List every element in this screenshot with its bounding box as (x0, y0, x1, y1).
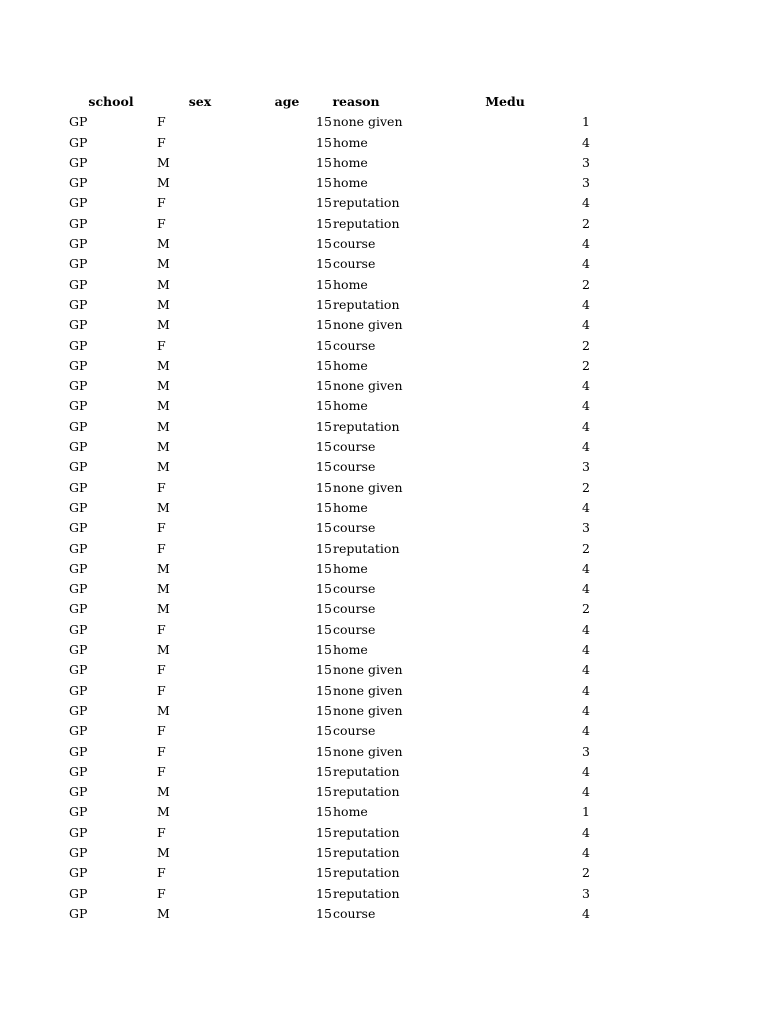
cell-reason: reputation (333, 195, 400, 211)
cell-sex: M (157, 398, 170, 414)
cell-sex: M (157, 581, 170, 597)
table-row (0, 336, 768, 356)
cell-sex: M (157, 378, 170, 394)
cell-sex: F (157, 682, 166, 698)
cell-reason: home (333, 804, 368, 820)
cell-age: 15 (316, 621, 332, 637)
cell-school: GP (69, 195, 88, 211)
cell-age: 15 (316, 844, 332, 860)
cell-medu: 2 (582, 337, 590, 353)
cell-reason: none given (333, 114, 403, 130)
cell-school: GP (69, 357, 88, 373)
cell-reason: course (333, 459, 376, 475)
cell-medu: 4 (582, 702, 590, 718)
cell-school: GP (69, 378, 88, 394)
cell-school: GP (69, 540, 88, 556)
data-table (0, 92, 768, 924)
cell-age: 15 (316, 256, 332, 272)
cell-school: GP (69, 520, 88, 536)
cell-school: GP (69, 479, 88, 495)
table-row (0, 579, 768, 599)
cell-reason: home (333, 398, 368, 414)
cell-medu: 4 (582, 621, 590, 637)
cell-school: GP (69, 702, 88, 718)
cell-reason: course (333, 621, 376, 637)
cell-school: GP (69, 905, 88, 921)
cell-age: 15 (316, 236, 332, 252)
cell-reason: course (333, 905, 376, 921)
cell-medu: 4 (582, 296, 590, 312)
column-header-sex: sex (188, 94, 212, 109)
cell-reason: home (333, 642, 368, 658)
cell-reason: reputation (333, 418, 400, 434)
cell-sex: M (157, 905, 170, 921)
cell-school: GP (69, 581, 88, 597)
cell-sex: F (157, 195, 166, 211)
cell-reason: none given (333, 743, 403, 759)
table-row (0, 701, 768, 721)
table-row (0, 721, 768, 741)
table-header-row (0, 92, 768, 112)
cell-medu: 4 (582, 662, 590, 678)
cell-medu: 4 (582, 499, 590, 515)
cell-sex: F (157, 337, 166, 353)
cell-sex: F (157, 865, 166, 881)
cell-reason: course (333, 520, 376, 536)
cell-sex: M (157, 844, 170, 860)
cell-reason: reputation (333, 865, 400, 881)
cell-reason: reputation (333, 763, 400, 779)
table-row (0, 863, 768, 883)
table-row (0, 478, 768, 498)
cell-reason: none given (333, 317, 403, 333)
cell-school: GP (69, 418, 88, 434)
cell-school: GP (69, 763, 88, 779)
cell-sex: F (157, 520, 166, 536)
table-row (0, 681, 768, 701)
cell-medu: 3 (582, 459, 590, 475)
cell-medu: 1 (582, 114, 590, 130)
cell-sex: M (157, 560, 170, 576)
cell-sex: M (157, 459, 170, 475)
cell-medu: 2 (582, 276, 590, 292)
cell-reason: home (333, 175, 368, 191)
cell-age: 15 (316, 824, 332, 840)
cell-age: 15 (316, 560, 332, 576)
cell-reason: none given (333, 378, 403, 394)
cell-sex: F (157, 540, 166, 556)
cell-medu: 2 (582, 215, 590, 231)
table-row (0, 843, 768, 863)
cell-age: 15 (316, 784, 332, 800)
cell-age: 15 (316, 642, 332, 658)
cell-sex: F (157, 479, 166, 495)
cell-medu: 4 (582, 581, 590, 597)
table-row (0, 295, 768, 315)
cell-medu: 4 (582, 236, 590, 252)
cell-sex: F (157, 723, 166, 739)
cell-school: GP (69, 885, 88, 901)
cell-medu: 2 (582, 865, 590, 881)
cell-medu: 4 (582, 317, 590, 333)
cell-medu: 3 (582, 175, 590, 191)
cell-school: GP (69, 682, 88, 698)
cell-reason: reputation (333, 540, 400, 556)
cell-age: 15 (316, 175, 332, 191)
cell-medu: 4 (582, 439, 590, 455)
cell-reason: home (333, 134, 368, 150)
table-row (0, 498, 768, 518)
cell-reason: reputation (333, 844, 400, 860)
table-row (0, 133, 768, 153)
table-row (0, 599, 768, 619)
cell-age: 15 (316, 459, 332, 475)
cell-reason: course (333, 723, 376, 739)
cell-school: GP (69, 236, 88, 252)
cell-school: GP (69, 804, 88, 820)
table-row (0, 112, 768, 132)
cell-reason: reputation (333, 885, 400, 901)
cell-school: GP (69, 621, 88, 637)
table-row (0, 193, 768, 213)
cell-sex: F (157, 114, 166, 130)
table-row (0, 884, 768, 904)
table-row (0, 518, 768, 538)
cell-reason: course (333, 337, 376, 353)
cell-school: GP (69, 256, 88, 272)
column-header-school: school (88, 94, 134, 109)
cell-medu: 3 (582, 520, 590, 536)
cell-sex: F (157, 824, 166, 840)
cell-school: GP (69, 844, 88, 860)
cell-school: GP (69, 276, 88, 292)
cell-age: 15 (316, 439, 332, 455)
cell-school: GP (69, 317, 88, 333)
cell-age: 15 (316, 601, 332, 617)
cell-medu: 4 (582, 378, 590, 394)
cell-reason: course (333, 601, 376, 617)
table-row (0, 275, 768, 295)
cell-school: GP (69, 560, 88, 576)
table-row (0, 823, 768, 843)
table-row (0, 762, 768, 782)
cell-medu: 3 (582, 743, 590, 759)
cell-school: GP (69, 296, 88, 312)
table-row (0, 173, 768, 193)
table-row (0, 214, 768, 234)
cell-age: 15 (316, 154, 332, 170)
cell-sex: M (157, 439, 170, 455)
cell-school: GP (69, 439, 88, 455)
cell-age: 15 (316, 296, 332, 312)
cell-school: GP (69, 784, 88, 800)
cell-age: 15 (316, 581, 332, 597)
cell-sex: M (157, 317, 170, 333)
cell-sex: M (157, 154, 170, 170)
table-row (0, 376, 768, 396)
table-row (0, 356, 768, 376)
cell-school: GP (69, 642, 88, 658)
cell-reason: home (333, 154, 368, 170)
cell-age: 15 (316, 276, 332, 292)
cell-sex: F (157, 134, 166, 150)
cell-school: GP (69, 459, 88, 475)
cell-age: 15 (316, 520, 332, 536)
cell-sex: M (157, 784, 170, 800)
table-row (0, 640, 768, 660)
cell-medu: 2 (582, 357, 590, 373)
table-row (0, 396, 768, 416)
cell-medu: 4 (582, 642, 590, 658)
table-row (0, 782, 768, 802)
cell-medu: 4 (582, 418, 590, 434)
cell-reason: course (333, 236, 376, 252)
cell-school: GP (69, 114, 88, 130)
cell-medu: 4 (582, 905, 590, 921)
cell-school: GP (69, 824, 88, 840)
table-row (0, 620, 768, 640)
cell-reason: reputation (333, 824, 400, 840)
cell-school: GP (69, 134, 88, 150)
cell-age: 15 (316, 723, 332, 739)
cell-school: GP (69, 499, 88, 515)
cell-age: 15 (316, 662, 332, 678)
cell-sex: M (157, 357, 170, 373)
cell-reason: none given (333, 682, 403, 698)
cell-medu: 4 (582, 763, 590, 779)
cell-sex: F (157, 763, 166, 779)
cell-medu: 4 (582, 398, 590, 414)
cell-sex: F (157, 215, 166, 231)
table-row (0, 742, 768, 762)
cell-school: GP (69, 865, 88, 881)
cell-reason: course (333, 256, 376, 272)
cell-reason: home (333, 276, 368, 292)
cell-school: GP (69, 175, 88, 191)
table-row (0, 417, 768, 437)
cell-age: 15 (316, 418, 332, 434)
cell-reason: home (333, 560, 368, 576)
cell-school: GP (69, 723, 88, 739)
cell-sex: M (157, 296, 170, 312)
table-row (0, 234, 768, 254)
cell-sex: F (157, 662, 166, 678)
table-row (0, 559, 768, 579)
cell-medu: 4 (582, 824, 590, 840)
cell-age: 15 (316, 398, 332, 414)
cell-sex: M (157, 276, 170, 292)
cell-medu: 4 (582, 844, 590, 860)
cell-age: 15 (316, 317, 332, 333)
cell-medu: 4 (582, 134, 590, 150)
cell-age: 15 (316, 885, 332, 901)
table-row (0, 660, 768, 680)
cell-age: 15 (316, 804, 332, 820)
cell-age: 15 (316, 682, 332, 698)
cell-medu: 4 (582, 195, 590, 211)
cell-age: 15 (316, 743, 332, 759)
cell-medu: 4 (582, 723, 590, 739)
cell-medu: 3 (582, 154, 590, 170)
table-row (0, 539, 768, 559)
cell-age: 15 (316, 905, 332, 921)
cell-reason: home (333, 357, 368, 373)
cell-medu: 4 (582, 682, 590, 698)
column-header-reason: reason (332, 94, 380, 109)
table-row (0, 153, 768, 173)
cell-reason: reputation (333, 784, 400, 800)
cell-age: 15 (316, 702, 332, 718)
cell-reason: none given (333, 662, 403, 678)
cell-sex: M (157, 418, 170, 434)
cell-reason: home (333, 499, 368, 515)
cell-sex: F (157, 621, 166, 637)
cell-age: 15 (316, 865, 332, 881)
cell-sex: M (157, 804, 170, 820)
table-body (0, 112, 768, 924)
cell-school: GP (69, 662, 88, 678)
cell-age: 15 (316, 479, 332, 495)
cell-school: GP (69, 154, 88, 170)
cell-age: 15 (316, 134, 332, 150)
cell-reason: course (333, 439, 376, 455)
cell-school: GP (69, 337, 88, 353)
cell-sex: F (157, 885, 166, 901)
cell-age: 15 (316, 195, 332, 211)
cell-reason: none given (333, 479, 403, 495)
cell-reason: none given (333, 702, 403, 718)
cell-reason: reputation (333, 296, 400, 312)
cell-school: GP (69, 398, 88, 414)
cell-medu: 2 (582, 540, 590, 556)
cell-sex: M (157, 642, 170, 658)
cell-age: 15 (316, 499, 332, 515)
column-header-age: age (274, 94, 300, 109)
cell-medu: 2 (582, 479, 590, 495)
cell-medu: 4 (582, 784, 590, 800)
cell-age: 15 (316, 215, 332, 231)
cell-sex: F (157, 743, 166, 759)
cell-sex: M (157, 236, 170, 252)
cell-reason: course (333, 581, 376, 597)
table-row (0, 457, 768, 477)
cell-school: GP (69, 601, 88, 617)
cell-age: 15 (316, 378, 332, 394)
cell-school: GP (69, 215, 88, 231)
cell-sex: M (157, 601, 170, 617)
cell-age: 15 (316, 540, 332, 556)
column-header-medu: Medu (485, 94, 525, 109)
cell-sex: M (157, 702, 170, 718)
cell-sex: M (157, 499, 170, 515)
table-row (0, 904, 768, 924)
cell-sex: M (157, 175, 170, 191)
cell-medu: 4 (582, 560, 590, 576)
cell-school: GP (69, 743, 88, 759)
cell-age: 15 (316, 337, 332, 353)
cell-sex: M (157, 256, 170, 272)
cell-age: 15 (316, 763, 332, 779)
table-row (0, 254, 768, 274)
cell-medu: 4 (582, 256, 590, 272)
table-row (0, 437, 768, 457)
cell-reason: reputation (333, 215, 400, 231)
cell-medu: 1 (582, 804, 590, 820)
cell-medu: 3 (582, 885, 590, 901)
cell-medu: 2 (582, 601, 590, 617)
cell-age: 15 (316, 114, 332, 130)
cell-age: 15 (316, 357, 332, 373)
table-row (0, 315, 768, 335)
table-row (0, 802, 768, 822)
